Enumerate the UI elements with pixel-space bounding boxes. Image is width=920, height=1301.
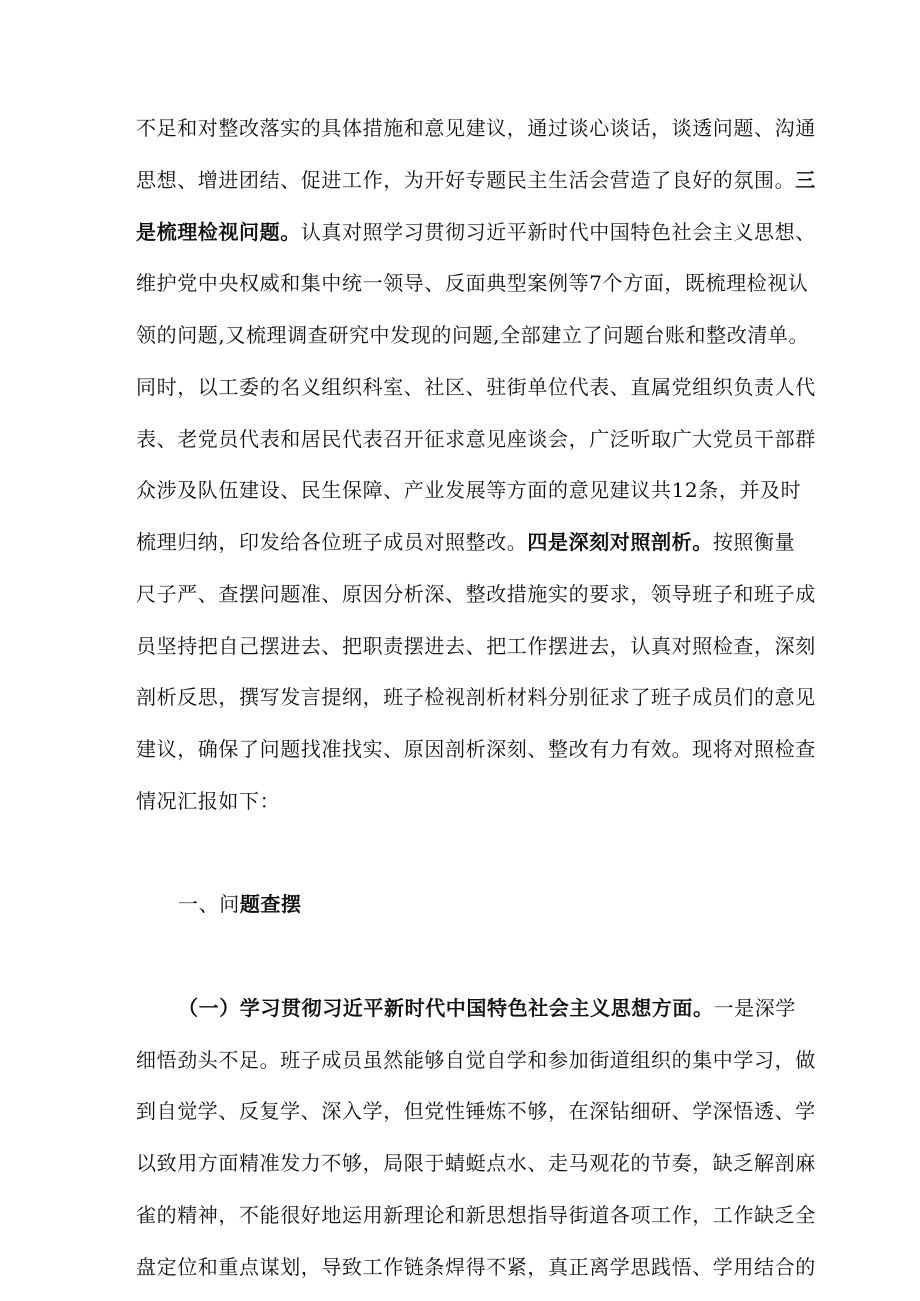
heading-text: 一、问 [178,892,240,916]
paragraph-line [136,1097,816,1125]
text-run: 认真对照学习贯彻习近平新时代中国特色社会主义思想、 [300,220,816,244]
bold-text-run: 是梳理检视问题。 [136,220,301,244]
paragraph-line [136,269,809,297]
text-run: 表、老党员代表和居民代表召开征求意见座谈会，广泛听取广大党员干部群 [136,427,816,451]
bold-text-run: 四是深刻对照剖析。 [527,530,713,554]
text-run: 员坚持把自己摆进去、把职责摆进去、把工作摆进去，认真对照检查，深刻 [136,634,816,658]
text-run: 剖析反思，撰写发言提纲，班子检视剖析材料分别征求了班子成员们的意见 [136,685,816,709]
paragraph-line [136,632,816,660]
text-run: 众涉及队伍建设、民生保障、产业发展等方面的意见建议共12条，并及时 [136,478,802,502]
text-run: 一是深学 [713,996,797,1020]
paragraph-line [136,321,810,349]
paragraph-line [136,1149,816,1177]
text-run: 同时，以工委的名义组织科室、社区、驻街单位代表、直属党组织负责人代 [136,375,816,399]
text-run: 以致用方面精准发力不够，局限于蜻蜓点水、走马观花的节奏，缺乏解剖麻 [136,1151,816,1175]
paragraph-line [136,1046,816,1074]
paragraph-line [136,787,796,815]
paragraph-line [136,1253,816,1281]
text-run: 到自觉学、反复学、深入学，但党性锤炼不够，在深钻细研、学深悟透、学 [136,1099,816,1123]
text-run: 情况汇报如下： [136,789,281,813]
text-run: 尺子严、查摆问题准、原因分析深、整改措施实的要求，领导班子和班子成 [136,582,816,606]
text-run: 按照衡量 [712,530,796,554]
paragraph-line [136,1201,816,1229]
paragraph-line [178,994,838,1022]
text-run: 梳理归纳，印发给各位班子成员对照整改。 [136,530,528,554]
text-run: 维护党中央权威和集中统一领导、反面典型案例等7个方面，既梳理检视认 [136,271,809,295]
paragraph-line [136,476,802,504]
section-heading [178,890,838,918]
bold-text-run: （一）学习贯彻习近平新时代中国特色社会主义思想方面。 [178,996,714,1020]
paragraph-line [136,218,816,246]
text-run: 雀的精神，不能很好地运用新理论和新思想指导街道各项工作，工作缺乏全 [136,1203,816,1227]
paragraph-line [136,580,816,608]
text-run: 建议，确保了问题找准找实、原因剖析深刻、整改有力有效。现将对照检查 [136,737,816,761]
text-run: 细悟劲头不足。班子成员虽然能够自觉自学和参加街道组织的集中学习，做 [136,1048,816,1072]
paragraph-line [136,166,816,194]
text-run: 盘定位和重点谋划，导致工作链条焊得不紧，真正离学思践悟、学用结合的 [136,1255,816,1279]
text-run: 领的问题,又梳理调查研究中发现的问题,全部建立了问题台账和整改清单。 [136,323,810,347]
paragraph-line [136,114,816,142]
paragraph-line [136,528,796,556]
paragraph-line [136,373,816,401]
text-run: 不足和对整改落实的具体措施和意见建议，通过谈心谈话，谈透问题、沟通 [136,116,816,140]
heading-bold-text: 题查摆 [239,892,302,916]
text-run: 思想、增进团结、促进工作，为开好专题民主生活会营造了良好的氛围。 [136,168,796,192]
paragraph-line [136,425,816,453]
paragraph-line [136,683,816,711]
paragraph-line [136,735,816,763]
bold-text-run: 三 [795,168,816,192]
